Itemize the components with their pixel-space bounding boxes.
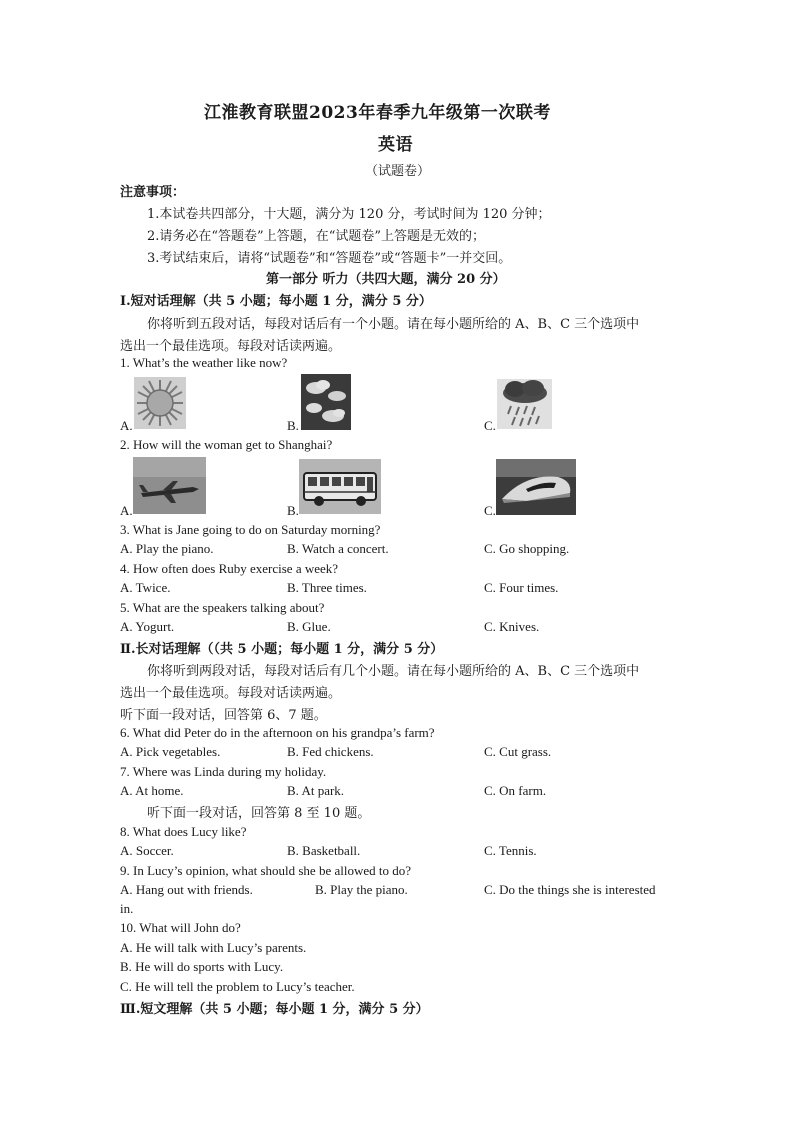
question-stem: 6. What did Peter do in the afternoon on his grandpa’s farm? [120,725,435,740]
option-c-wrap: in. [120,901,134,916]
notice-heading: 注意事项： [120,185,186,200]
option-b: B. Three times. [287,580,367,595]
option-c: C. Go shopping. [484,541,570,556]
question-stem: 5. What are the speakers talking about? [120,600,325,615]
question-stem: 8. What does Lucy like? [120,824,247,839]
subject-title: 英语 [378,135,413,155]
question-stem: 2. How will the woman get to Shanghai? [120,437,333,452]
option-label: C. [484,503,496,518]
section2-instructions: 你将听到两段对话，每段对话后有几个小题。请在每小题所给的 A、B、C 三个选项中 [147,664,640,679]
question-stem: 3. What is Jane going to do on Saturday morning? [120,522,381,537]
option-c: C. Tennis. [484,843,537,858]
option-a: A. Yogurt. [120,619,175,634]
question-stem: 4. How often does Ruby exercise a week? [120,561,339,576]
section1-instructions: 选出一个最佳选项。每段对话读两遍。 [120,339,342,354]
option-c: C. Four times. [484,580,559,595]
option-b: B. Fed chickens. [287,744,374,759]
airplane-icon [133,457,206,514]
bus-icon [299,459,381,514]
section2-heading: Ⅱ.长对话理解（（共 5 小题；每小题 1 分，满分 5 分） [120,642,444,657]
section3-heading: Ⅲ.短文理解（共 5 小题；每小题 1 分，满分 5 分） [120,1002,429,1017]
option-a: A. Play the piano. [120,541,214,556]
option-b: B. At park. [287,783,345,798]
section2-instructions: 选出一个最佳选项。每段对话读两遍。 [120,686,342,701]
option-b: B. Play the piano. [315,882,408,897]
option-a: A. Pick vegetables. [120,744,221,759]
option-a: A. Soccer. [120,843,174,858]
option-label: B. [287,418,299,433]
option-c: C. He will tell the problem to Lucy’s teacher. [120,979,355,994]
dialog-note: 听下面一段对话，回答第 8 至 10 题。 [147,806,371,821]
option-a: A. Twice. [120,580,171,595]
option-c: C. Cut grass. [484,744,552,759]
notice-item: 3.考试结束后，请将“试题卷”和“答题卷”或“答题卡”一并交回。 [147,251,512,266]
option-c: C. On farm. [484,783,547,798]
question-stem: 7. Where was Linda during my holiday. [120,764,327,779]
notice-item: 1.本试卷共四部分，十大题，满分为 120 分，考试时间为 120 分钟； [147,207,551,222]
option-label: B. [287,503,299,518]
option-b: B. Glue. [287,619,331,634]
option-a: A. Hang out with friends. [120,882,253,897]
option-a: A. He will talk with Lucy’s parents. [120,940,307,955]
option-c: C. Do the things she is interested [484,882,656,897]
section1-heading: Ⅰ.短对话理解（共 5 小题；每小题 1 分，满分 5 分） [120,294,432,309]
paper-type: （试题卷） [365,164,431,179]
option-b: B. Watch a concert. [287,541,389,556]
rain-cloud-icon [497,379,552,429]
exam-title: 江淮教育联盟2023年春季九年级第一次联考 [204,103,551,123]
option-b: B. Basketball. [287,843,361,858]
section1-instructions: 你将听到五段对话，每段对话后有一个小题。请在每小题所给的 A、B、C 三个选项中 [147,317,640,332]
dialog-note: 听下面一段对话，回答第 6、7 题。 [120,708,327,723]
high-speed-train-icon [496,459,576,515]
clouds-icon [301,374,351,430]
question-stem: 10. What will John do? [120,920,241,935]
notice-item: 2.请务必在“答题卷”上答题，在“试题卷”上答题是无效的； [147,229,485,244]
question-stem: 1. What’s the weather like now? [120,355,288,370]
option-b: B. He will do sports with Lucy. [120,959,284,974]
sun-icon [134,377,186,429]
question-stem: 9. In Lucy’s opinion, what should she be allowed to do? [120,863,412,878]
option-label: A. [120,418,133,433]
option-label: C. [484,418,496,433]
option-label: A. [120,503,133,518]
part1-heading: 第一部分 听力（共四大题，满分 20 分） [266,272,506,287]
option-a: A. At home. [120,783,184,798]
option-c: C. Knives. [484,619,540,634]
